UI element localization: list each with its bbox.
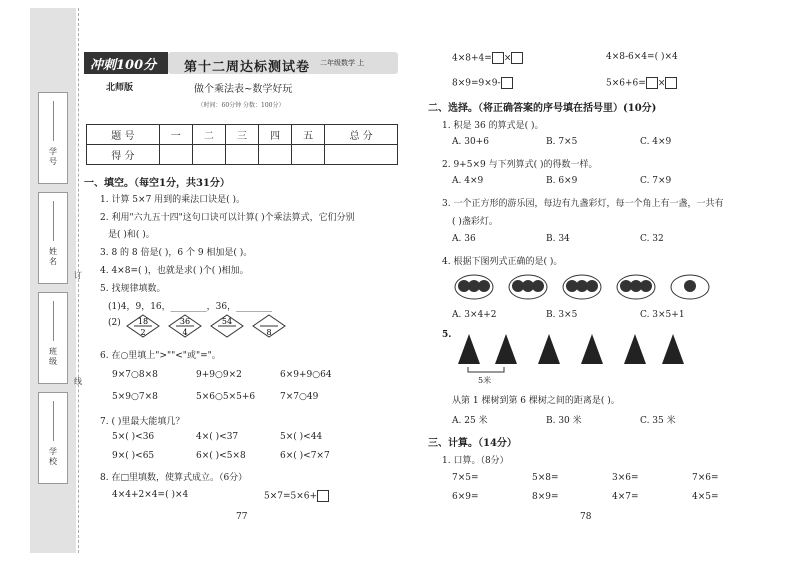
choice-5-option-a[interactable]: A. 25 米 xyxy=(452,416,488,426)
brand-logo: 冲刺100分 xyxy=(84,52,168,74)
diamond-1-top: 18 xyxy=(137,317,149,326)
diamond-2 xyxy=(169,315,201,337)
answer-box[interactable] xyxy=(501,77,513,89)
grade-label: 二年级数学 上 xyxy=(320,59,365,67)
tree-icon xyxy=(581,334,603,364)
answer-box[interactable] xyxy=(317,490,329,502)
score-table xyxy=(86,124,398,165)
score-cell[interactable] xyxy=(292,145,325,165)
diamond-3[interactable] xyxy=(211,315,243,337)
question-4: 4. 4×8=( )，也就是求( )个( )相加。 xyxy=(100,266,249,276)
score-header-cell: 一 xyxy=(159,125,192,145)
choice-2: 2. 9+5×9 与下列算式( )的得数一样。 xyxy=(442,160,598,170)
choice-5: 5. xyxy=(442,330,452,340)
q7-item[interactable]: 5×( )<36 xyxy=(112,432,155,442)
answer-box[interactable] xyxy=(646,77,658,89)
choice-2-option-c[interactable]: C. 7×9 xyxy=(640,176,672,186)
question-2-line2: 是( )和( )。 xyxy=(108,230,155,240)
q8-item-1[interactable]: 4×4+2×4=( )×4 xyxy=(112,490,189,500)
diamond-pattern xyxy=(126,314,296,340)
diamond-4[interactable] xyxy=(253,315,285,337)
score-cell[interactable] xyxy=(159,145,192,165)
diamond-4-bottom: 8 xyxy=(266,328,272,337)
apple-group-2 xyxy=(509,275,547,299)
score-cell[interactable] xyxy=(325,145,398,165)
score-header-cell: 总 分 xyxy=(325,125,398,145)
r-item-1-text: 4×8+4= xyxy=(452,53,492,64)
test-header xyxy=(84,52,398,96)
q7-item[interactable]: 4×( )<37 xyxy=(196,432,239,442)
r-item-3-text: 8×9=9×9- xyxy=(452,78,501,89)
section-3-heading: 三、计算。（14分） xyxy=(428,438,517,449)
question-5-part2: (2) xyxy=(108,318,121,328)
cut-mark-ding: 订 xyxy=(74,271,82,280)
choice-1: 1. 积是 36 的算式是( )。 xyxy=(442,121,544,131)
question-6: 6. 在○里填上">""<"或"="。 xyxy=(100,351,221,361)
tree-icon xyxy=(662,334,684,364)
calc-item[interactable]: 6×9= xyxy=(452,492,479,502)
diamond-2-top: 36 xyxy=(179,317,191,326)
score-cell[interactable] xyxy=(259,145,292,165)
choice-3-option-c[interactable]: C. 32 xyxy=(640,234,664,244)
question-3: 3. 8 的 8 倍是( )，6 个 9 相加是( )。 xyxy=(100,248,253,258)
score-header-cell: 三 xyxy=(225,125,258,145)
choice-5-question: 从第 1 棵树到第 6 棵树之间的距离是( )。 xyxy=(452,396,620,406)
diamond-1-bottom: 2 xyxy=(140,328,146,337)
q6-item[interactable]: 6×9+9○64 xyxy=(280,370,332,380)
calc-item[interactable]: 5×8= xyxy=(532,473,559,483)
diamond-2-bottom: 4 xyxy=(182,328,188,337)
distance-label: 5米 xyxy=(478,376,492,385)
answer-box[interactable] xyxy=(511,52,523,64)
choice-2-option-b[interactable]: B. 6×9 xyxy=(546,176,578,186)
score-header-cell: 五 xyxy=(292,125,325,145)
calc-item[interactable]: 4×7= xyxy=(612,492,639,502)
answer-box[interactable] xyxy=(665,77,677,89)
q7-item[interactable]: 9×( )<65 xyxy=(112,451,155,461)
tree-icon xyxy=(458,334,480,364)
binding-strip xyxy=(30,8,76,553)
tree-icon xyxy=(538,334,560,364)
question-8: 8. 在□里填数，使算式成立。（6分） xyxy=(100,473,248,483)
calc-1: 1. 口算。（8分） xyxy=(442,456,509,466)
q7-item[interactable]: 5×( )<44 xyxy=(280,432,323,442)
choice-3-line1: 3. 一个正方形的游乐园，每边有九盏彩灯，每一个角上有一盏，一共有 xyxy=(442,199,724,209)
time-score-line: （时间：60分钟 分数：100分） xyxy=(197,102,285,109)
q6-item[interactable]: 9+9○9×2 xyxy=(196,370,242,380)
page-number-left: 77 xyxy=(236,512,248,522)
score-header-cell: 四 xyxy=(259,125,292,145)
r-item-2[interactable]: 4×8-6×4=( )×4 xyxy=(606,52,678,62)
q6-item[interactable]: 5×9○7×8 xyxy=(112,392,158,402)
page-number-right: 78 xyxy=(580,512,592,522)
r-item-4: 5×6+6= × xyxy=(606,77,677,89)
question-5-part1: (1)4，9，16，________，36，________ xyxy=(108,302,273,312)
calc-item[interactable]: 4×5= xyxy=(692,492,719,502)
score-header-cell: 二 xyxy=(192,125,225,145)
name-label: 姓名 xyxy=(49,247,57,266)
student-id-label: 学号 xyxy=(49,147,57,166)
choice-3-option-a[interactable]: A. 36 xyxy=(452,234,476,244)
q7-item[interactable]: 6×( )<7×7 xyxy=(280,451,330,461)
score-header-cell: 题 号 xyxy=(87,125,160,145)
question-1: 1. 计算 5×7 用到的乘法口诀是( )。 xyxy=(100,195,246,205)
choice-4: 4. 根据下图列式正确的是( )。 xyxy=(442,257,563,267)
score-value-row xyxy=(87,145,398,165)
apple-group-5 xyxy=(671,275,709,299)
r-item-4-text: 5×6+6= xyxy=(606,78,646,89)
score-cell[interactable] xyxy=(192,145,225,165)
r-item-3 xyxy=(452,77,513,89)
calc-item[interactable]: 7×5= xyxy=(452,473,479,483)
q6-item[interactable]: 9×7○8×8 xyxy=(112,370,158,380)
question-5: 5. 找规律填数。 xyxy=(100,284,166,294)
choice-1-option-a[interactable]: A. 30+6 xyxy=(452,137,489,147)
school-line xyxy=(53,401,54,441)
tree-icon xyxy=(624,334,646,364)
score-cell[interactable] xyxy=(225,145,258,165)
apple-group-1 xyxy=(455,275,493,299)
class-line xyxy=(53,301,54,341)
q7-item[interactable]: 6×( )<5×8 xyxy=(196,451,246,461)
student-id-box xyxy=(38,92,68,184)
q8-item-2 xyxy=(264,490,329,502)
tree-icon xyxy=(495,334,517,364)
cut-mark-xian: 线 xyxy=(74,377,82,386)
question-7: 7. ( )里最大能填几？ xyxy=(100,417,185,427)
name-line xyxy=(53,201,54,241)
diamond-1 xyxy=(127,315,159,337)
class-label: 班级 xyxy=(49,347,57,366)
student-id-line xyxy=(53,101,54,141)
r-item-1: 4×8+4= × xyxy=(452,52,523,64)
school-label: 学校 xyxy=(49,447,57,466)
q8-item-2-text: 5×7=5×6+ xyxy=(264,491,318,502)
edition-label: 北师版 xyxy=(106,83,134,93)
choice-3-option-b[interactable]: B. 34 xyxy=(546,234,570,244)
choice-3-line2: ( )盏彩灯。 xyxy=(452,217,498,227)
choice-5-option-b[interactable]: B. 30 米 xyxy=(546,416,582,426)
calc-item[interactable]: 3×6= xyxy=(612,473,639,483)
choice-1-option-b[interactable]: B. 7×5 xyxy=(546,137,578,147)
question-2-line1: 2. 利用"六九五十四"这句口诀可以计算( )个乘法算式，它们分别 xyxy=(100,213,355,223)
q6-item[interactable]: 5×6○5×5+6 xyxy=(196,392,256,402)
apple-group-3 xyxy=(563,275,601,299)
choice-5-option-c[interactable]: C. 35 米 xyxy=(640,416,676,426)
score-header-row xyxy=(87,125,398,145)
name-box xyxy=(38,192,68,284)
choice-4-option-c[interactable]: C. 3×5+1 xyxy=(640,310,685,320)
score-row-label: 得 分 xyxy=(87,145,160,165)
apple-group-4 xyxy=(617,275,655,299)
calc-item[interactable]: 7×6= xyxy=(692,473,719,483)
school-box xyxy=(38,392,68,484)
diamond-3-top: 54 xyxy=(221,317,233,326)
class-box xyxy=(38,292,68,384)
section-2-heading: 二、选择。（将正确答案的序号填在括号里）(10分) xyxy=(428,103,657,114)
page-subtitle: 做个乘法表~数学好玩 xyxy=(194,84,293,95)
q6-item[interactable]: 7×7○49 xyxy=(280,392,319,402)
apple-groups-figure xyxy=(454,272,714,302)
choice-4-option-a[interactable]: A. 3×4+2 xyxy=(452,310,497,320)
choice-2-option-a[interactable]: A. 4×9 xyxy=(452,176,484,186)
choice-4-option-b[interactable]: B. 3×5 xyxy=(546,310,578,320)
choice-1-option-c[interactable]: C. 4×9 xyxy=(640,137,672,147)
page-title: 第十二周达标测试卷 xyxy=(184,60,311,75)
section-1-heading: 一、填空。（每空1分，共31分） xyxy=(84,178,230,189)
answer-box[interactable] xyxy=(492,52,504,64)
calc-item[interactable]: 8×9= xyxy=(532,492,559,502)
